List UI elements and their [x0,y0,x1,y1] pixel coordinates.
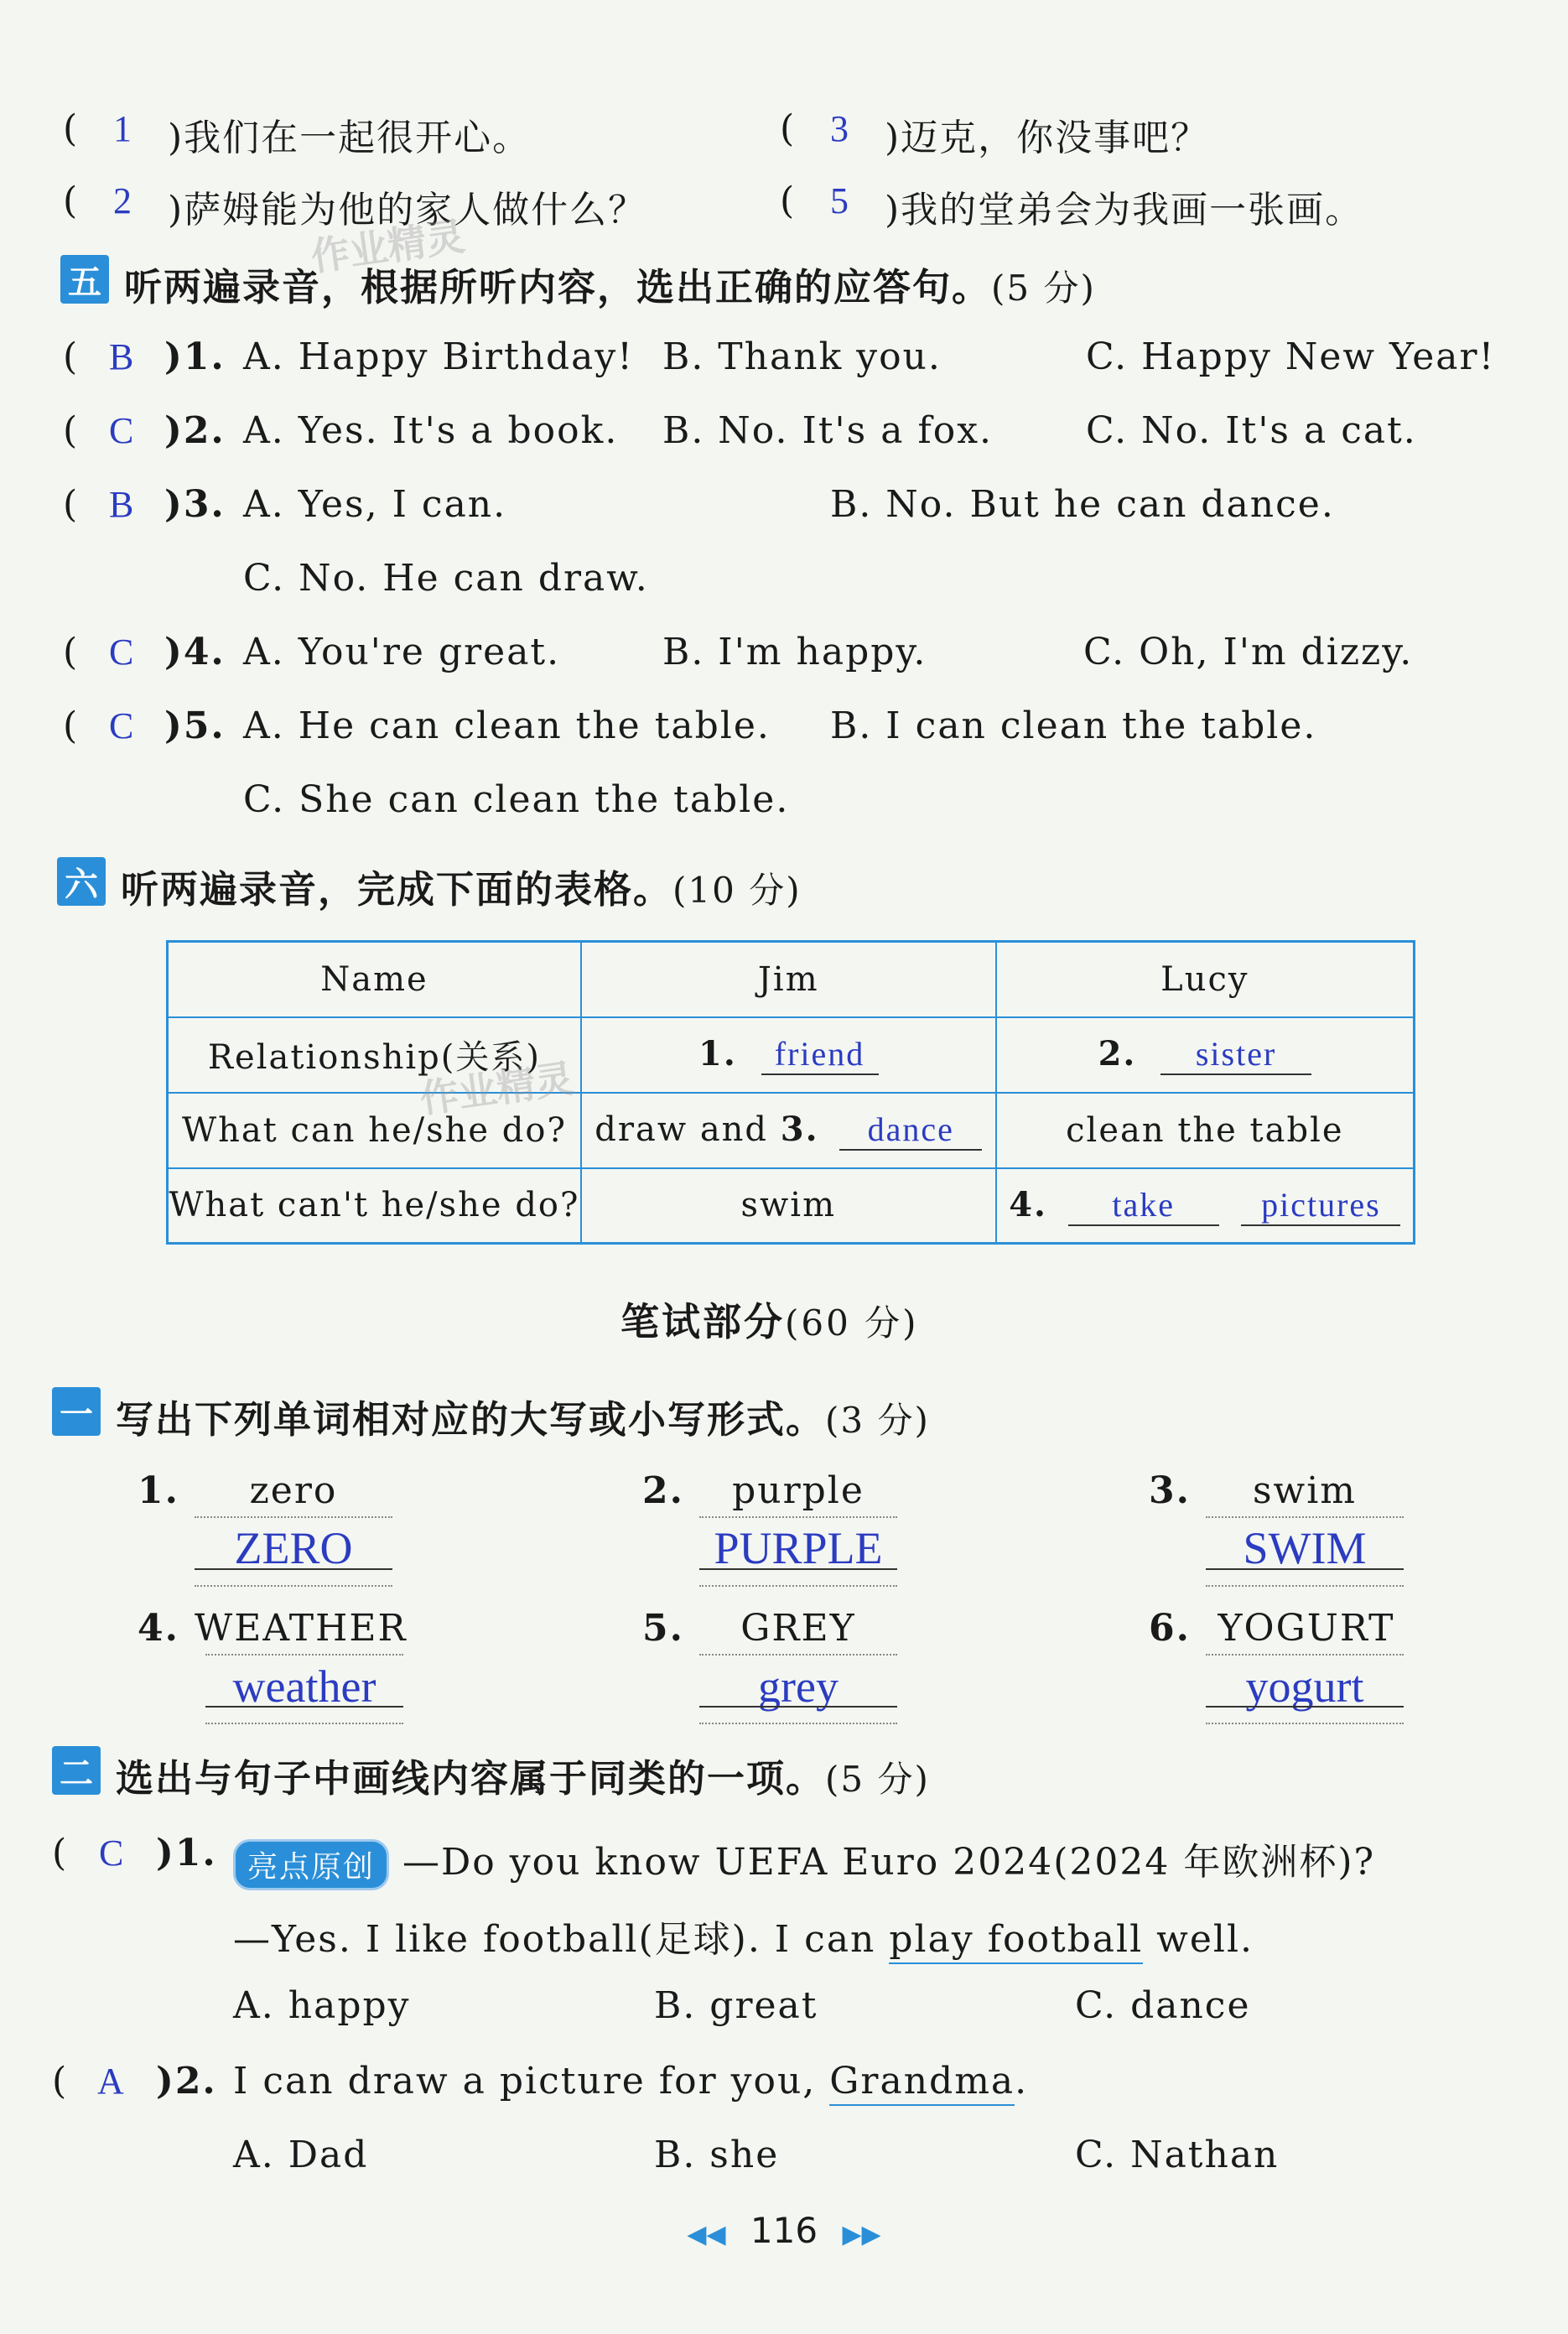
option-a: A. happy [233,1984,411,2027]
paren-open: ( [52,1832,67,1874]
option-b: B. I'm happy. [662,631,927,673]
question-number: )1. [164,335,226,378]
table-cell: What can he/she do? [168,1093,581,1168]
word: swim [1252,1469,1358,1512]
answer: C [109,410,134,451]
option-a: A. Dad [233,2134,369,2176]
blank-answer: dance [839,1110,982,1151]
word: WEATHER [195,1607,408,1650]
word-answer: yogurt [1245,1661,1364,1712]
question-line [233,1909,1254,1962]
option-b: B. Thank you. [662,335,942,378]
blank-number: 3. [780,1110,819,1149]
blank-number: 2. [1098,1034,1137,1073]
page-number: 116 [750,2210,818,2251]
table-row [168,1168,1415,1244]
section-badge: 二 [52,1746,101,1795]
question-line [233,1832,1375,1890]
blank-answer: sister [1160,1034,1311,1075]
write-line [1206,1568,1404,1570]
table-cell: Jim [581,942,996,1017]
underlined-text: Grandma [829,2060,1015,2106]
paren-open: ( [780,179,795,222]
paren-open: ( [63,483,78,526]
answer: C [109,705,134,746]
option-b: B. she [654,2134,780,2176]
option-b: B. No. But he can dance. [830,483,1335,526]
blank-number: 1. [698,1034,737,1073]
prev-arrow-icon: ◀◀ [687,2220,726,2249]
match-text: )萨姆能为他的家人做什么？ [168,189,647,231]
paren-open: ( [780,107,795,150]
page-title: 笔试部分(60 分) [620,1299,919,1344]
question-number: )2. [164,409,226,452]
question-text: —Yes. I like football(足球). I can [233,1918,890,1961]
answer: C [99,1832,124,1874]
guide-line [1206,1723,1404,1724]
match-text: )我们在一起很开心。 [168,117,532,159]
guide-line [1206,1654,1404,1656]
answer: 2 [113,180,132,221]
guide-line [1206,1585,1404,1587]
guide-line [699,1585,897,1587]
section-badge: 一 [52,1387,101,1436]
table-row [168,1017,1415,1093]
question-text: well. [1143,1918,1254,1961]
cell-text: draw and [594,1110,769,1149]
blank-number: 4. [1009,1184,1047,1224]
write-line [1206,1706,1404,1708]
blank-answer: take [1068,1185,1219,1226]
write-line [195,1568,392,1570]
guide-line [205,1654,403,1656]
question-number: )5. [164,704,226,747]
section-badge: 五 [60,255,109,304]
option-a: A. He can clean the table. [243,704,771,747]
table-cell: clean the table [996,1093,1415,1168]
watermark: 作业精灵 [417,1055,577,1122]
answer: C [109,632,134,673]
table-row [168,1093,1415,1168]
paren-open: ( [63,179,78,222]
guide-line [1206,1516,1404,1518]
section-title: 选出与句子中画线内容属于同类的一项。(5 分) [116,1756,930,1801]
guide-line [195,1585,392,1587]
table-cell [996,1168,1415,1244]
table-cell: Name [168,942,581,1017]
guide-line [205,1723,403,1724]
item-number: 6. [1149,1607,1191,1650]
table-cell [996,1017,1415,1093]
option-a: A. Happy Birthday! [243,335,634,378]
option-a: A. Yes, I can. [243,483,507,526]
paren-open: ( [63,409,78,452]
answer: 3 [830,108,849,149]
word: YOGURT [1218,1607,1395,1650]
word-answer: ZERO [234,1523,353,1573]
table-cell [581,1017,996,1093]
original-badge: 亮点原创 [233,1839,389,1890]
write-line [699,1706,897,1708]
table-row [168,942,1415,1017]
option-a: A. You're great. [243,631,561,673]
table-cell: swim [581,1168,996,1244]
guide-line [699,1654,897,1656]
underlined-text: play football [889,1918,1143,1964]
watermark: 作业精灵 [308,213,468,280]
answer: A [97,2061,124,2102]
guide-line [195,1516,392,1518]
guide-line [699,1516,897,1518]
option-c: C. Happy New Year! [1086,335,1496,378]
word-answer: PURPLE [714,1523,883,1573]
word-answer: weather [232,1661,376,1712]
option-b: B. No. It's a fox. [662,409,994,452]
option-c: C. Nathan [1075,2134,1280,2176]
table-cell: Relationship(关系) [168,1017,581,1093]
section-title: 听两遍录音，完成下面的表格。(10 分) [121,867,802,912]
word: purple [732,1469,864,1512]
word: GREY [740,1607,856,1650]
answer: B [109,484,134,525]
table-cell: Lucy [996,942,1415,1017]
item-number: 4. [138,1607,179,1650]
section-title: 听两遍录音，根据所听内容，选出正确的应答句。(5 分) [124,265,1096,309]
item-number: 5. [642,1607,684,1650]
word-answer: SWIM [1243,1523,1367,1573]
option-c: C. No. He can draw. [243,557,649,600]
guide-line [699,1723,897,1724]
section-badge: 六 [57,857,106,906]
paren-open: ( [52,2060,67,2103]
option-a: A. Yes. It's a book. [243,409,619,452]
question-number: )2. [156,2060,217,2103]
option-c: C. No. It's a cat. [1086,409,1417,452]
section-title: 写出下列单词相对应的大写或小写形式。(3 分) [116,1397,930,1442]
question-text: —Do you know UEFA Euro 2024(2024 年欧洲杯)? [402,1841,1376,1884]
write-line [205,1706,403,1708]
question-line [233,2060,1028,2103]
option-c: C. She can clean the table. [243,778,790,821]
match-text: )我的堂弟会为我画一张画。 [885,189,1364,231]
question-text: I can draw a picture for you, [233,2060,830,2103]
question-number: )4. [164,631,226,673]
blank-answer: pictures [1241,1185,1400,1226]
table-cell: What can't he/she do? [168,1168,581,1244]
table-cell [581,1093,996,1168]
item-number: 1. [138,1469,179,1512]
option-c: C. dance [1075,1984,1251,2027]
question-number: )3. [164,483,226,526]
page-footer [0,2210,1568,2251]
next-arrow-icon: ▶▶ [842,2220,881,2249]
option-c: C. Oh, I'm dizzy. [1083,631,1414,673]
word-answer: grey [758,1661,839,1712]
paren-open: ( [63,631,78,673]
paren-open: ( [63,335,78,378]
option-b: B. great [654,1984,818,2027]
question-number: )1. [156,1832,217,1874]
item-number: 3. [1149,1469,1191,1512]
answer: 1 [113,108,132,149]
item-number: 2. [642,1469,684,1512]
answer-table [166,940,1415,1245]
match-text: )迈克，你没事吧？ [885,117,1210,159]
write-line [699,1568,897,1570]
answer: 5 [830,180,849,221]
answer: B [109,336,134,377]
option-b: B. I can clean the table. [830,704,1317,747]
paren-open: ( [63,107,78,150]
word: zero [249,1469,338,1512]
question-text: . [1015,2060,1029,2103]
paren-open: ( [63,704,78,747]
blank-answer: friend [761,1034,879,1075]
